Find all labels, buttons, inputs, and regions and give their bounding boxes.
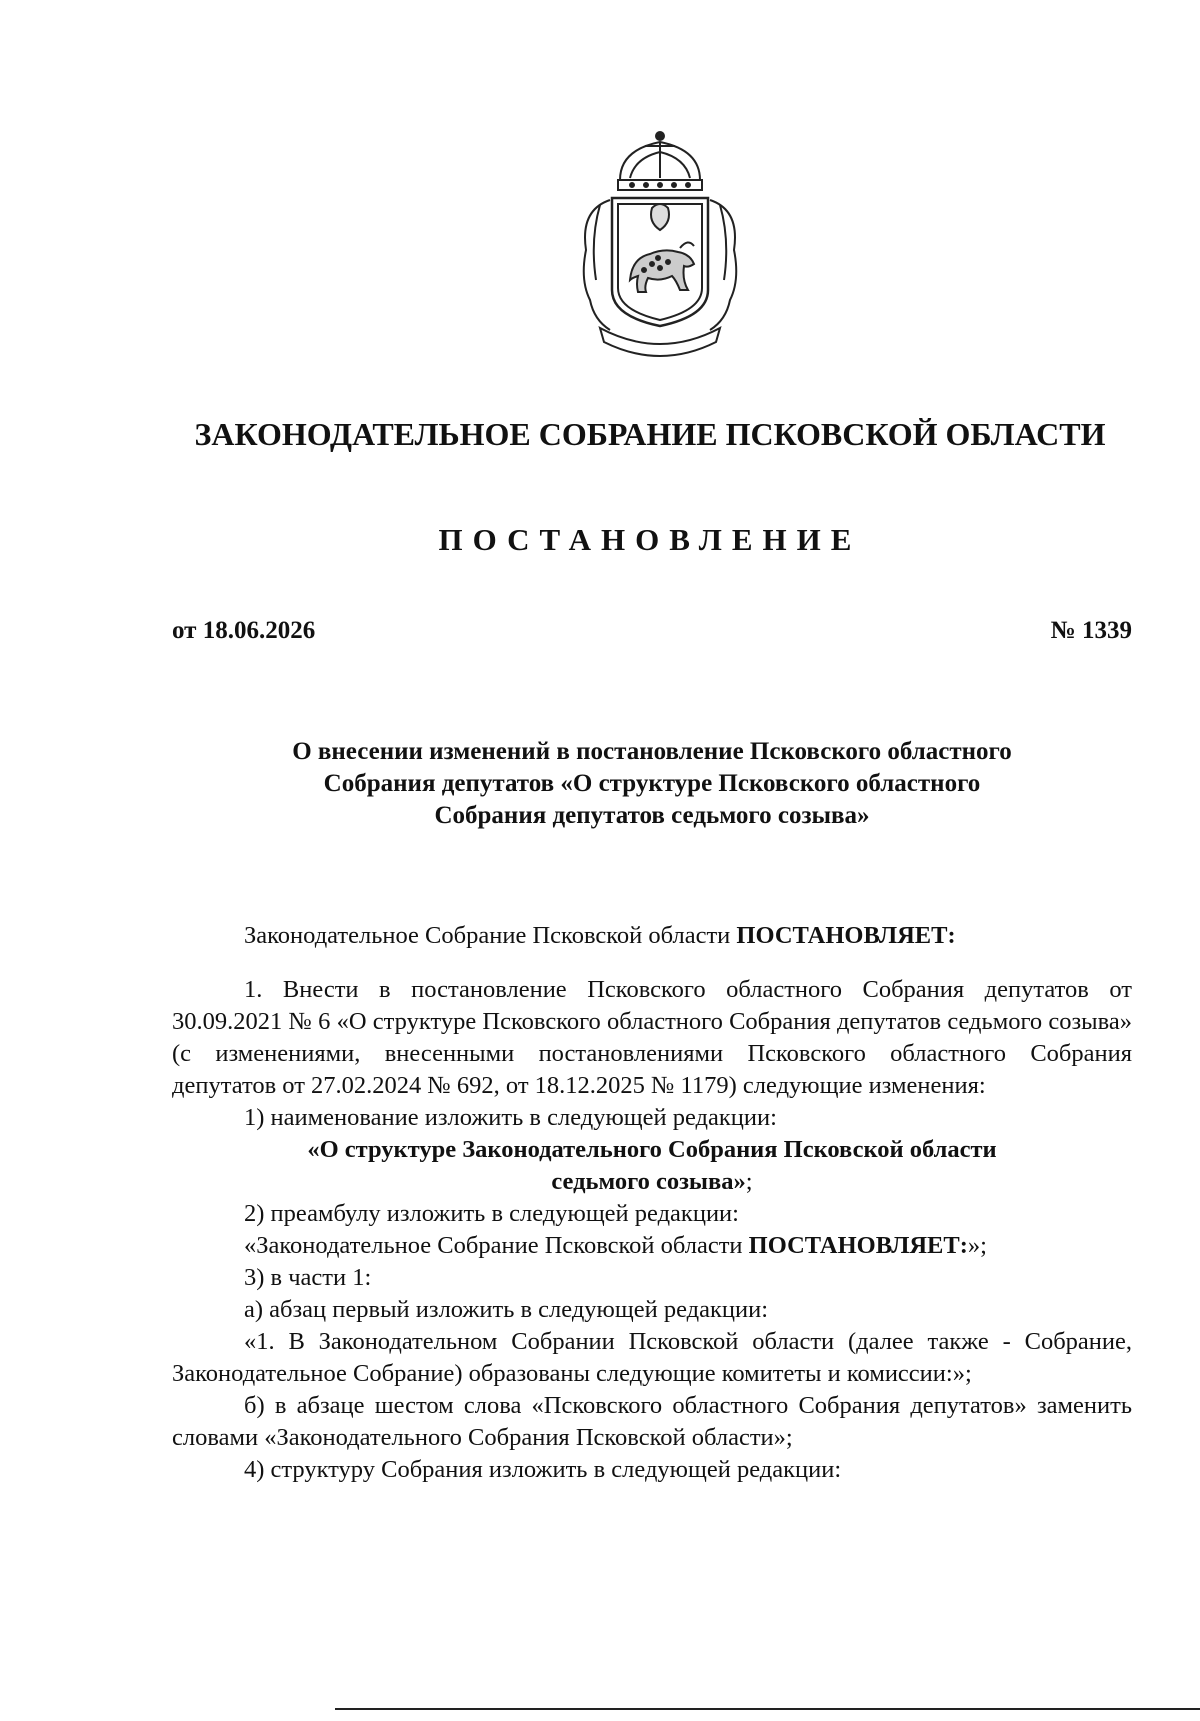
- document-type-heading: ПОСТАНОВЛЕНИЕ: [438, 522, 862, 557]
- pskov-coat-of-arms-icon: [560, 130, 760, 370]
- list-item-4: 4) структуру Собрания изложить в следующей редакции:: [244, 1456, 842, 1483]
- quote-punctuation: ;: [745, 1168, 753, 1195]
- organization-title: ЗАКОНОДАТЕЛЬНОЕ СОБРАНИЕ ПСКОВСКОЙ ОБЛАСТИ: [194, 416, 1106, 452]
- quote-punctuation: »;: [967, 1232, 987, 1259]
- document-body: [172, 920, 1132, 1486]
- document-subject: [172, 736, 1132, 832]
- subject-line: Собрания депутатов седьмого созыва»: [434, 802, 870, 829]
- quote-title-bold: седьмого созыва»: [551, 1168, 746, 1195]
- paragraph-1: 1. Внести в постановление Псковского областного Собрания депутатов от 30.09.2021 № 6 «О структуре Псковского областного Собрания депутатов седьмого созыва» (с изменениями, внесенными постановлениями Псковского областного Собрания депутатов от 27.02.2024 № 692, от 18.12.2025 № 1179) следующие изменения:: [172, 976, 1132, 1099]
- quote-title-line: [172, 1166, 1132, 1198]
- preamble-bold: ПОСТАНОВЛЯЕТ:: [736, 922, 956, 949]
- document-number: № 1339: [1050, 617, 1132, 644]
- subject-line: О внесении изменений в постановление Псковского областного: [292, 738, 1012, 765]
- subject-line: Собрания депутатов «О структуре Псковского областного: [323, 770, 981, 797]
- preamble-quote: [172, 1230, 1132, 1262]
- sub-item-a: а) абзац первый изложить в следующей редакции:: [244, 1296, 769, 1323]
- quote-title-line: «О структуре Законодательного Собрания Псковской области: [307, 1136, 997, 1163]
- sub-item-a-quote: «1. В Законодательном Собрании Псковской области (далее также - Собрание, Законодательное Собрание) образованы следующие комитеты и комиссии:»;: [172, 1328, 1132, 1387]
- preamble-quote-text: «Законодательное Собрание Псковской области: [244, 1232, 749, 1259]
- document-date: от 18.06.2026: [172, 617, 316, 644]
- preamble-text: Законодательное Собрание Псковской области: [244, 922, 737, 949]
- list-item-2: 2) преамбулу изложить в следующей редакции:: [244, 1200, 739, 1227]
- preamble-quote-bold: ПОСТАНОВЛЯЕТ:: [748, 1232, 968, 1259]
- list-item-1: 1) наименование изложить в следующей редакции:: [244, 1104, 777, 1131]
- preamble-paragraph: [172, 920, 1132, 952]
- sub-item-b: б) в абзаце шестом слова «Псковского областного Собрания депутатов» заменить словами «Законодательного Собрания Псковской области»;: [172, 1392, 1132, 1451]
- bottom-rule: [335, 1708, 1200, 1710]
- list-item-3: 3) в части 1:: [244, 1264, 372, 1291]
